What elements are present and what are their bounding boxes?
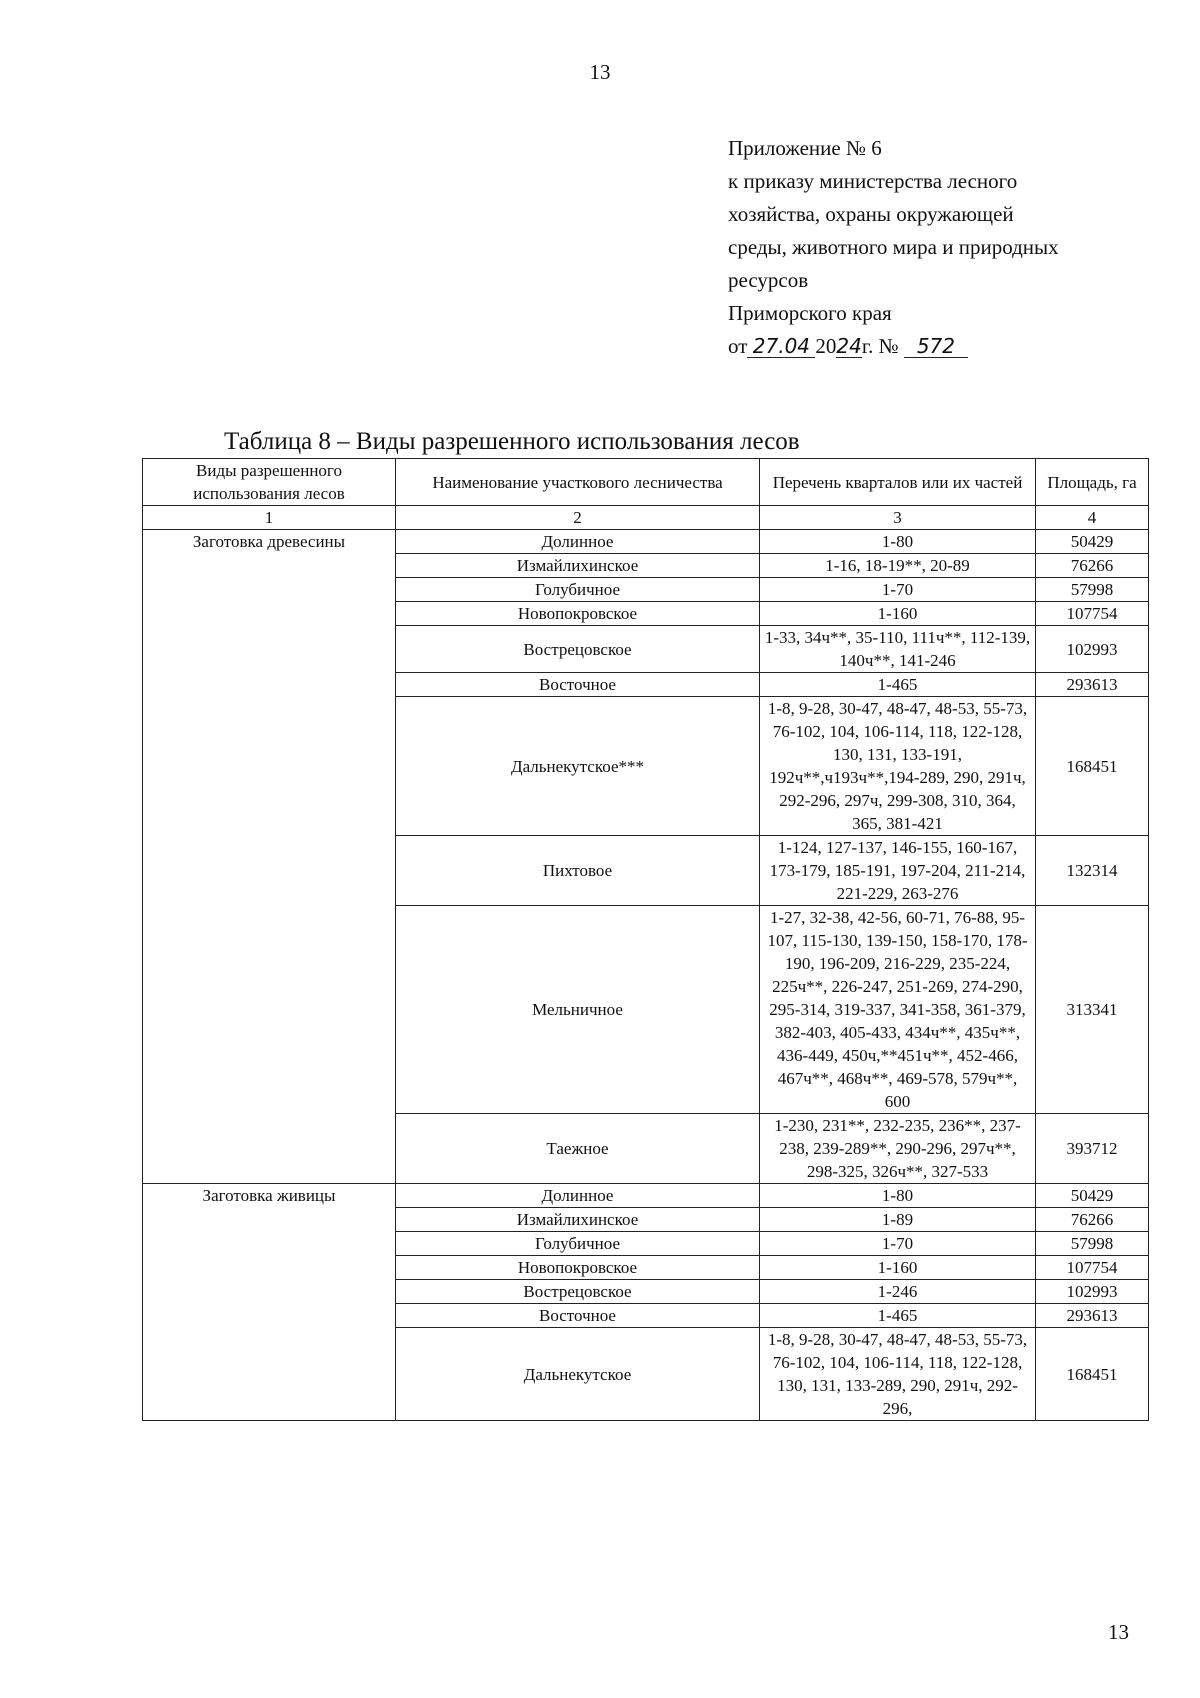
quarters-cell: 1-124, 127-137, 146-155, 160-167, 173-179, 185-191, 197-204, 211-214, 221-229, 263-276 <box>760 836 1036 906</box>
area-cell: 102993 <box>1036 1280 1149 1304</box>
area-cell: 393712 <box>1036 1114 1149 1184</box>
forestry-cell: Долинное <box>396 1184 760 1208</box>
forestry-cell: Дальнекутское <box>396 1328 760 1421</box>
date-year-prefix: 20 <box>815 334 837 358</box>
area-cell: 76266 <box>1036 1208 1149 1232</box>
forestry-cell: Восточное <box>396 673 760 697</box>
quarters-cell: 1-70 <box>760 1232 1036 1256</box>
area-cell: 107754 <box>1036 1256 1149 1280</box>
appendix-line: к приказу министерства лесного <box>728 169 1018 193</box>
forestry-cell: Мельничное <box>396 906 760 1114</box>
area-cell: 107754 <box>1036 602 1149 626</box>
forestry-cell: Пихтовое <box>396 836 760 906</box>
forestry-cell: Измайлихинское <box>396 554 760 578</box>
table-row <box>143 1184 1149 1208</box>
column-number-cell: 2 <box>396 506 760 530</box>
table-title: Таблица 8 – Виды разрешенного использования лесов <box>224 428 800 455</box>
table-header-row <box>143 459 1149 506</box>
area-cell: 168451 <box>1036 697 1149 836</box>
quarters-cell: 1-8, 9-28, 30-47, 48-47, 48-53, 55-73, 76-102, 104, 106-114, 118, 122-128, 130, 131, 133-191, 192ч**,ч193ч**,194-289, 290, 291ч, 292-296, 297ч, 299-308, 310, 364, 365, 381-421 <box>760 697 1036 836</box>
quarters-cell: 1-465 <box>760 673 1036 697</box>
header-cell: Площадь, га <box>1036 459 1149 506</box>
quarters-cell: 1-33, 34ч**, 35-110, 111ч**, 112-139, 140ч**, 141-246 <box>760 626 1036 673</box>
column-number-cell: 3 <box>760 506 1036 530</box>
area-cell: 293613 <box>1036 1304 1149 1328</box>
quarters-cell: 1-160 <box>760 1256 1036 1280</box>
area-cell: 76266 <box>1036 554 1149 578</box>
forestry-cell: Новопокровское <box>396 1256 760 1280</box>
appendix-line: Приморского края <box>728 301 892 325</box>
column-number-cell: 1 <box>143 506 396 530</box>
quarters-cell: 1-16, 18-19**, 20-89 <box>760 554 1036 578</box>
area-cell: 57998 <box>1036 578 1149 602</box>
column-number-cell: 4 <box>1036 506 1149 530</box>
appendix-line: хозяйства, охраны окружающей <box>728 202 1014 226</box>
number-mark: № <box>878 334 899 358</box>
area-cell: 313341 <box>1036 906 1149 1114</box>
area-cell: 57998 <box>1036 1232 1149 1256</box>
forestry-cell: Таежное <box>396 1114 760 1184</box>
area-cell: 50429 <box>1036 530 1149 554</box>
forestry-cell: Новопокровское <box>396 602 760 626</box>
forestry-cell: Измайлихинское <box>396 1208 760 1232</box>
quarters-cell: 1-70 <box>760 578 1036 602</box>
area-cell: 293613 <box>1036 673 1149 697</box>
date-year-mark: г. <box>861 334 874 358</box>
appendix-line: ресурсов <box>728 268 809 292</box>
header-cell: Виды разрешенного использования лесов <box>143 459 396 506</box>
forestry-cell: Вострецовское <box>396 1280 760 1304</box>
appendix-block <box>728 132 1148 363</box>
quarters-cell: 1-8, 9-28, 30-47, 48-47, 48-53, 55-73, 76-102, 104, 106-114, 118, 122-128, 130, 131, 133-289, 290, 291ч, 292-296, <box>760 1328 1036 1421</box>
quarters-cell: 1-246 <box>760 1280 1036 1304</box>
header-cell: Перечень кварталов или их частей <box>760 459 1036 506</box>
forestry-cell: Голубичное <box>396 1232 760 1256</box>
area-cell: 102993 <box>1036 626 1149 673</box>
forestry-cell: Восточное <box>396 1304 760 1328</box>
area-cell: 168451 <box>1036 1328 1149 1421</box>
forestry-cell: Голубичное <box>396 578 760 602</box>
column-number-row <box>143 506 1149 530</box>
use-kind-cell: Заготовка живицы <box>143 1184 396 1421</box>
appendix-line: среды, животного мира и природных <box>728 235 1059 259</box>
quarters-cell: 1-80 <box>760 1184 1036 1208</box>
header-cell: Наименование участкового лесничества <box>396 459 760 506</box>
page-number-top: 13 <box>589 60 611 84</box>
quarters-cell: 1-230, 231**, 232-235, 236**, 237-238, 239-289**, 290-296, 297ч**, 298-325, 326ч**, 327-533 <box>760 1114 1036 1184</box>
order-date-line <box>728 330 1148 363</box>
table-row <box>143 530 1149 554</box>
use-kind-cell: Заготовка древесины <box>143 530 396 1184</box>
area-cell: 132314 <box>1036 836 1149 906</box>
forestry-cell: Дальнекутское*** <box>396 697 760 836</box>
date-prefix: от <box>728 334 748 358</box>
quarters-cell: 1-89 <box>760 1208 1036 1232</box>
date-year-handwritten: 24 <box>836 334 862 358</box>
quarters-cell: 1-27, 32-38, 42-56, 60-71, 76-88, 95-107, 115-130, 139-150, 158-170, 178-190, 196-209, 216-229, 235-224, 225ч**, 226-247, 251-269, 274-290, 295-314, 319-337, 341-358, 361-379, 382-403, 405-433, 434ч**, 435ч**, 436-449, 450ч,**451ч**, 452-466, 467ч**, 468ч**, 469-578, 579ч**, 600 <box>760 906 1036 1114</box>
forestry-cell: Долинное <box>396 530 760 554</box>
page-number-bottom: 13 <box>1108 1620 1129 1644</box>
order-number-handwritten: 572 <box>904 335 968 358</box>
quarters-cell: 1-160 <box>760 602 1036 626</box>
quarters-cell: 1-80 <box>760 530 1036 554</box>
forestry-cell: Вострецовское <box>396 626 760 673</box>
area-cell: 50429 <box>1036 1184 1149 1208</box>
date-day-month-handwritten: 27.04 <box>747 335 815 358</box>
appendix-line: Приложение № 6 <box>728 136 882 160</box>
quarters-cell: 1-465 <box>760 1304 1036 1328</box>
forest-use-table <box>142 458 1149 1421</box>
